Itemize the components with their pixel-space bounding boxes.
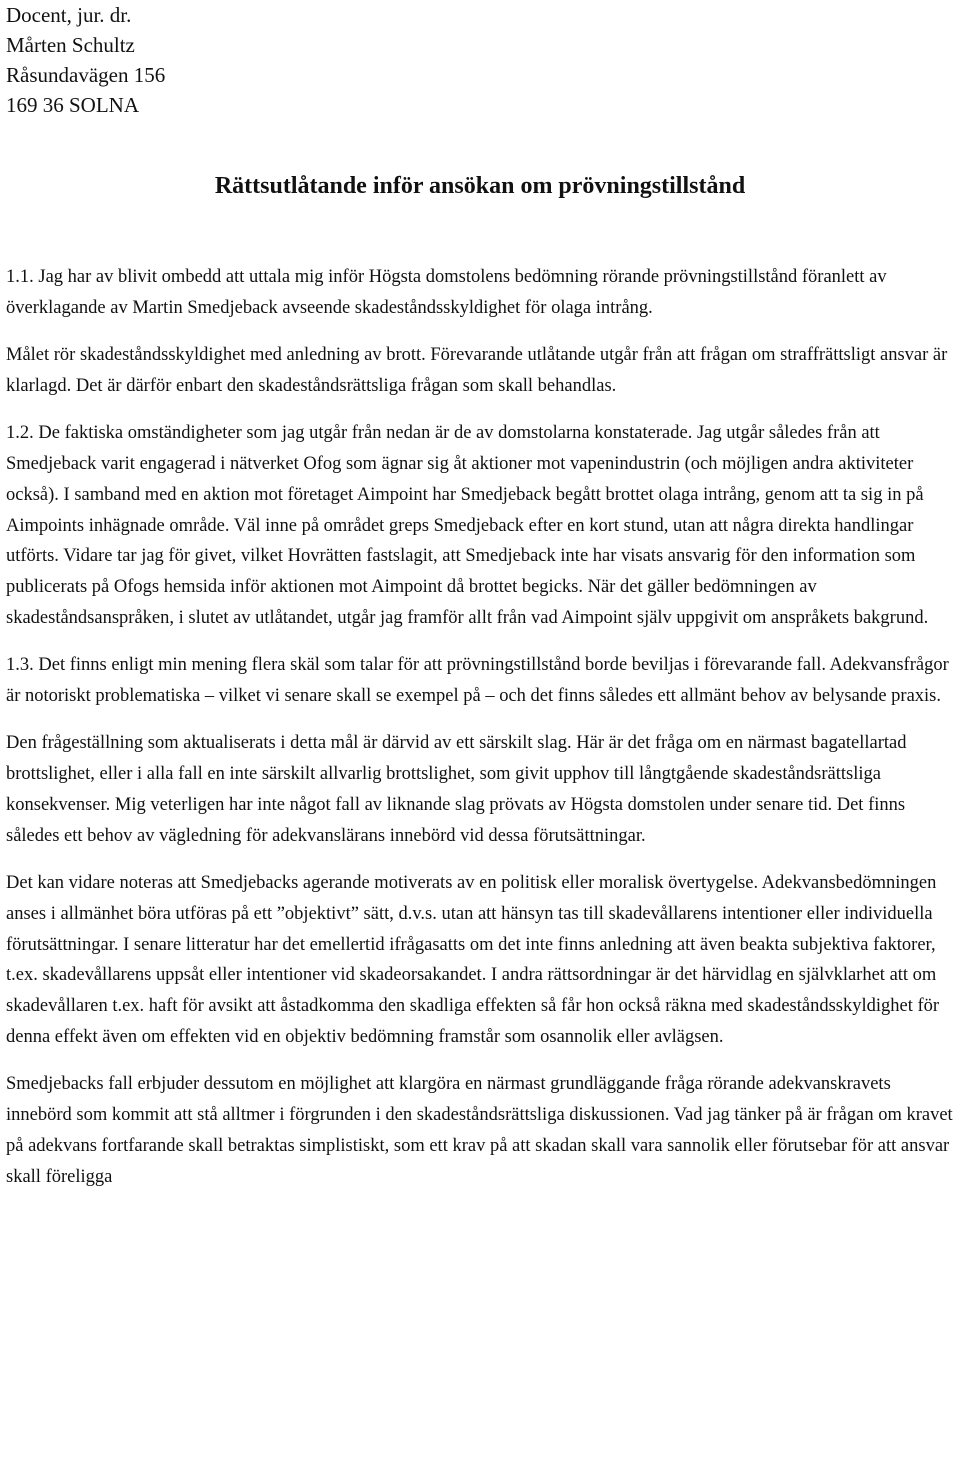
paragraph: Målet rör skadeståndsskyldighet med anledning av brott. Förevarande utlåtande utgår från att frågan om straffrättsligt ansvar är klarlagd. Det är därför enbart den skadeståndsrättsliga frågan som skall behandlas. [6,345,948,396]
paragraph: 1.3. Det finns enligt min mening flera skäl som talar för att prövningstillstånd borde beviljas i förevarande fall. Adekvansfrågor är notoriskt problematiska – vilket vi senare skall se exempel på – och det finns således ett allmänt behov av belysande praxis. [6,655,949,707]
sender-address [6,0,165,120]
document-body [6,262,956,1209]
paragraph: Den frågeställning som aktualiserats i detta mål är därvid av ett särskilt slag. Här är det fråga om en närmast bagatellartad brottslighet, eller i alla fall en inte särskilt allvarlig brottslighet, som givit upphov till långtgående skadeståndsrättsliga konsekvenser. Mig veterligen har inte något fall av liknande slag prövats av Högsta domstolen under senare tid. Det finns således ett behov av vägledning för adekvanslärans innebörd vid dessa förutsättningar. [6,733,907,846]
paragraph: 1.2. De faktiska omständigheter som jag utgår från nedan är de av domstolarna konstaterade. Jag utgår således från att Smedjeback varit engagerad i nätverket Ofog som ägnar sig åt aktioner mot vapenindustrin (och möjligen andra aktiviteter också). I samband med en aktion mot företaget Aimpoint har Smedjeback begått brottet olaga intrång, genom att ta sig in på Aimpoints inhägnade område. Väl inne på området greps Smedjeback efter en kort stund, utan att några direkta handlingar utförts. Vidare tar jag för givet, vilket Hovrätten fastslagit, att Smedjeback inte har visats ansvarig för den information som publicerats på Ofogs hemsida inför aktionen mot Aimpoint då brottet begicks. När det gäller bedömningen av skadeståndsanspråken, i slutet av utlåtandet, utgår jag framför allt från vad Aimpoint själv uppgivit om anspråkets bakgrund. [6,423,929,628]
address-line: Docent, jur. dr. [6,3,132,27]
paragraph: Det kan vidare noteras att Smedjebacks agerande motiverats av en politisk eller moralisk övertygelse. Adekvansbedömningen anses i allmänhet böra utföras på ett ”objektivt” sätt, d.v.s. utan att hänsyn tas till skadevållarens intentioner eller individuella förutsättningar. I senare litteratur har det emellertid ifrågasatts om det inte finns anledning att även beakta subjektiva faktorer, t.ex. skadevållarens uppsåt eller intentioner vid skadeorsakandet. I andra rättsordningar är det härvidlag en självklarhet att om skadevållaren t.ex. haft för avsikt att åstadkomma den skadliga effekten så får hon också räkna med skadeståndsskyldighet för denna effekt även om effekten vid en objektiv bedömning framstår som osannolik eller avlägsen. [6,873,940,1048]
address-line: Råsundavägen 156 [6,63,166,87]
address-line: Mårten Schultz [6,33,135,57]
paragraph: Smedjebacks fall erbjuder dessutom en möjlighet att klargöra en närmast grundläggande fråga rörande adekvanskravets innebörd som kommit att stå alltmer i förgrunden i den skadeståndsrättsliga diskussionen. Vad jag tänker på är frågan om kravet på adekvans fortfarande skall betraktas simplistiskt, som ett krav på att skadan skall vara sannolik eller förutsebar för att ansvar skall föreligga [6,1074,953,1187]
document-title: Rättsutlåtande inför ansökan om prövningstillstånd [214,173,746,199]
address-line: 169 36 SOLNA [6,93,140,117]
paragraph: 1.1. Jag har av blivit ombedd att uttala mig inför Högsta domstolens bedömning rörande prövningstillstånd föranlett av överklagande av Martin Smedjeback avseende skadeståndsskyldighet för olaga intrång. [6,267,887,318]
